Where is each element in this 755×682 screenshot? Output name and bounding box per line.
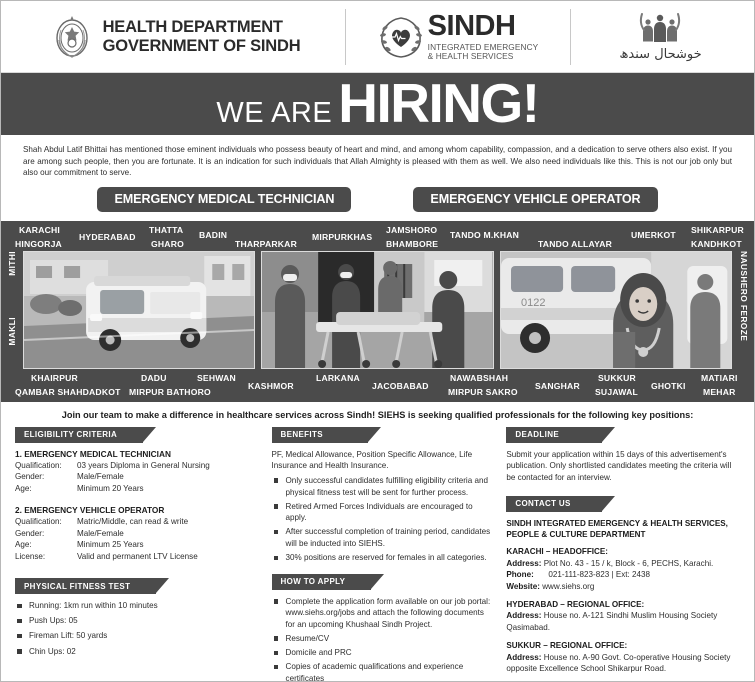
job-evo-qualification-row: [15, 516, 260, 528]
khushal-sindh-people-icon: [634, 11, 686, 45]
spec-value: Minimum 20 Years: [77, 483, 144, 493]
phone-label: Phone:: [506, 570, 534, 580]
section-tag-deadline: DEADLINE: [506, 427, 602, 443]
address-label: Address:: [506, 611, 542, 621]
fitness-test-list: [15, 600, 260, 657]
address-value: Plot No. 43 - 15 / k, Block - 6, PECHS, Karachi.: [543, 558, 714, 568]
city-label: THATTA: [149, 224, 184, 235]
spec-key: Qualification:: [15, 460, 62, 470]
health-department-line: HEALTH DEPARTMENT: [102, 18, 283, 36]
siehs-wordmark: SINDH: [427, 9, 516, 42]
spec-key: Gender:: [15, 528, 45, 538]
job-evo-license-row: [15, 551, 260, 563]
spec-value: Minimum 25 Years: [77, 540, 144, 550]
side-label-mithi: MITHI: [7, 250, 17, 276]
spec-key: License:: [15, 551, 46, 561]
pill-emergency-vehicle-operator[interactable]: EMERGENCY VEHICLE OPERATOR: [413, 187, 657, 212]
address-value: House no. A-121 Sindhi Muslim Housing Society Qasimabad.: [506, 611, 718, 632]
job-evo-block: [15, 505, 260, 562]
city-label: DADU: [141, 372, 167, 383]
list-item: Only successful candidates fulfilling eligibility criteria and physical fitness test will be sent for further process.: [272, 475, 495, 498]
spec-value: Male/Female: [77, 528, 124, 538]
city-label: SUKKUR: [598, 372, 636, 383]
city-label: JAMSHORO: [386, 224, 438, 235]
siehs-subtitle-line1: INTEGRATED EMERGENCY: [427, 41, 539, 52]
city-label: GHARO: [151, 238, 184, 249]
job-evo-age-row: [15, 539, 260, 551]
intro-section: [1, 135, 754, 221]
job-emt-gender-row: [15, 471, 260, 483]
address-label: Address:: [506, 652, 542, 662]
city-label: BHAMBORE: [386, 238, 439, 249]
city-label: MEHAR: [703, 386, 736, 397]
job-emt-title: 1. EMERGENCY MEDICAL TECHNICIAN: [15, 448, 171, 459]
job-emt-qualification-row: [15, 460, 260, 472]
list-item: Retired Armed Forces Individuals are encouraged to apply.: [272, 501, 495, 524]
logo-bar: [1, 1, 754, 73]
office-website: [506, 581, 740, 592]
spec-key: Qualification:: [15, 517, 62, 527]
city-label: TANDO ALLAYAR: [538, 238, 613, 249]
deadline-text: Submit your application within 15 days of this advertisement's publication. Only shortlisted candidates meeting the criteria will be contacted for an interview.: [506, 449, 732, 482]
city-label: MATIARI: [701, 372, 738, 383]
benefits-list: [272, 475, 495, 564]
city-label: MIRPURKHAS: [312, 231, 373, 242]
job-evo-gender-row: [15, 528, 260, 540]
column-deadline-contact: [506, 427, 740, 674]
city-list-top: [1, 225, 754, 251]
job-emt-block: [15, 449, 260, 495]
section-tag-eligibility-criteria: ELIGIBILITY CRITERIA: [15, 427, 143, 443]
govt-department-text: [103, 18, 301, 55]
section-tag-how-to-apply: HOW TO APPLY: [272, 574, 372, 590]
siehs-wreath-icon: [378, 14, 424, 60]
list-item: 30% positions are reserved for females in all categories.: [272, 552, 495, 564]
side-label-naushero-feroze: NAUSHERO FEROZE: [739, 250, 749, 342]
city-label: NAWABSHAH: [450, 372, 509, 383]
details-columns: [1, 427, 754, 681]
list-item: After successful completion of training period, candidates will be inducted into SIEHS.: [272, 526, 495, 549]
khushal-sindh-logo: [570, 9, 750, 65]
job-evo-title: 2. EMERGENCY VEHICLE OPERATOR: [15, 505, 165, 516]
list-item: Running: 1km run within 10 minutes: [15, 600, 260, 612]
govt-sindh-logo: [5, 9, 345, 65]
city-label: KANDHKOT: [691, 238, 742, 249]
office-title: KARACHI – HEADOFFICE:: [506, 547, 608, 557]
phone-value[interactable]: 021-111-823-823 | Ext: 2438: [548, 570, 651, 580]
office-karachi-headoffice: [506, 546, 740, 592]
city-label: BADIN: [199, 229, 228, 240]
how-to-apply-list: [272, 596, 495, 682]
photo-strip: [1, 251, 754, 369]
city-label: MIRPUR BATHORO: [129, 386, 211, 397]
office-title: SUKKUR – REGIONAL OFFICE:: [506, 641, 628, 651]
spec-value: Male/Female: [77, 472, 124, 482]
office-address: [506, 610, 740, 633]
city-label: QAMBAR SHAHDADKOT: [15, 386, 121, 397]
spec-value: 03 years Diploma in General Nursing: [77, 460, 210, 470]
city-label: KARACHI: [19, 224, 61, 235]
tagline: Join our team to make a difference in healthcare services across Sindh! SIEHS is seeking qualified professionals for the following key positions:: [61, 409, 694, 420]
list-item: Push Ups: 05: [15, 615, 260, 627]
office-address: [506, 652, 740, 675]
section-tag-contact-us: CONTACT US: [506, 496, 602, 512]
city-label: SANGHAR: [535, 380, 580, 391]
city-label: LARKANA: [316, 372, 360, 383]
contact-org-line2: PEOPLE & CULTURE DEPARTMENT: [506, 529, 646, 539]
intro-paragraph: Shah Abdul Latif Bhittai has mentioned those eminent individuals who possess beauty of heart and mind, and among whom capability, compassion, and a dedication to serve others also exist. If you are among such people, then you are fortunate. It is an indication for such individuals that Allah Almighty is pleased with them as well. We also need individuals like this. This is not our job only but also our commitment to serve.: [23, 145, 732, 178]
office-sukkur-regional: [506, 640, 740, 674]
female-paramedic-photo: [500, 251, 732, 369]
city-label: SHIKARPUR: [691, 224, 744, 235]
column-eligibility: [15, 427, 260, 671]
website-label: Website:: [506, 581, 540, 591]
svg-text:0122: 0122: [520, 296, 546, 309]
city-label: SEHWAN: [197, 372, 236, 383]
website-value[interactable]: www.siehs.org: [542, 581, 595, 591]
spec-key: Age:: [15, 540, 32, 550]
address-label: Address:: [506, 558, 542, 568]
contact-organization-name: [506, 518, 740, 541]
city-label: MIRPUR SAKRO: [448, 386, 518, 397]
spec-key: Gender:: [15, 472, 45, 482]
column-benefits-apply: [271, 427, 495, 682]
city-list-bottom: [1, 373, 754, 399]
khushal-sindh-urdu-text: خوشحال سندھ: [619, 47, 702, 62]
list-item: Resume/CV: [272, 633, 495, 645]
section-tag-physical-fitness-test: PHYSICAL FITNESS TEST: [15, 578, 156, 594]
contact-org-line1: SINDH INTEGRATED EMERGENCY & HEALTH SERVICES,: [506, 518, 728, 528]
side-label-makli: MAKLI: [7, 316, 17, 346]
coverage-photo-band: [1, 221, 754, 402]
siehs-subtitle-line2: & HEALTH SERVICES: [427, 51, 514, 61]
city-label: KHAIRPUR: [31, 372, 78, 383]
office-address: [506, 558, 740, 569]
city-label: HYDERABAD: [79, 231, 136, 242]
list-item: Complete the application form available on our job portal: www.siehs.org/jobs and attach the following documents for an upcoming Khushaal Sindh Project.: [272, 596, 495, 631]
section-tag-benefits: BENEFITS: [272, 427, 368, 443]
sindh-govt-crest-icon: [50, 14, 94, 60]
job-emt-age-row: [15, 483, 260, 495]
list-item: Chin Ups: 02: [15, 646, 260, 658]
government-of-sindh-line: GOVERNMENT OF SINDH: [102, 36, 301, 55]
city-label: TANDO M.KHAN: [450, 229, 520, 240]
spec-value: Valid and permanent LTV License: [77, 551, 198, 561]
benefits-lead-text: PF, Medical Allowance, Position Specific Allowance, Life Insurance and Health Insurance.: [271, 449, 473, 471]
list-item: Fireman Lift: 50 yards: [15, 630, 260, 642]
city-label: HINGORJA: [15, 238, 62, 249]
list-item: Domicile and PRC: [272, 647, 495, 659]
we-are-text: WE ARE: [216, 97, 333, 129]
city-label: KASHMOR: [248, 380, 294, 391]
city-label: THARPARKAR: [235, 238, 297, 249]
office-title: HYDERABAD – REGIONAL OFFICE:: [506, 600, 645, 609]
ambulance-vehicle-photo: [23, 251, 255, 369]
city-label: GHOTKI: [651, 380, 686, 391]
office-phone: [506, 569, 740, 580]
address-value: House no. A-90 Govt. Co-operative Housing Society opposite Excellence School Shikarpur Road.: [506, 652, 731, 674]
city-label: SUJAWAL: [595, 386, 638, 397]
hiring-text: HIRING!: [338, 72, 539, 134]
city-label: JACOBABAD: [372, 380, 429, 391]
hiring-banner: [1, 73, 754, 135]
spec-key: Age:: [15, 483, 32, 493]
city-label: UMERKOT: [631, 229, 676, 240]
siehs-logo: [345, 9, 570, 65]
job-title-pills: [23, 187, 732, 221]
list-item: Copies of academic qualifications and experience certificates: [272, 661, 495, 682]
office-hyderabad-regional: [506, 599, 740, 633]
spec-value: Matric/Middle, can read & write: [77, 517, 189, 527]
rescue-team-stretcher-photo: [261, 251, 493, 369]
pill-emergency-medical-technician[interactable]: EMERGENCY MEDICAL TECHNICIAN: [97, 187, 351, 212]
